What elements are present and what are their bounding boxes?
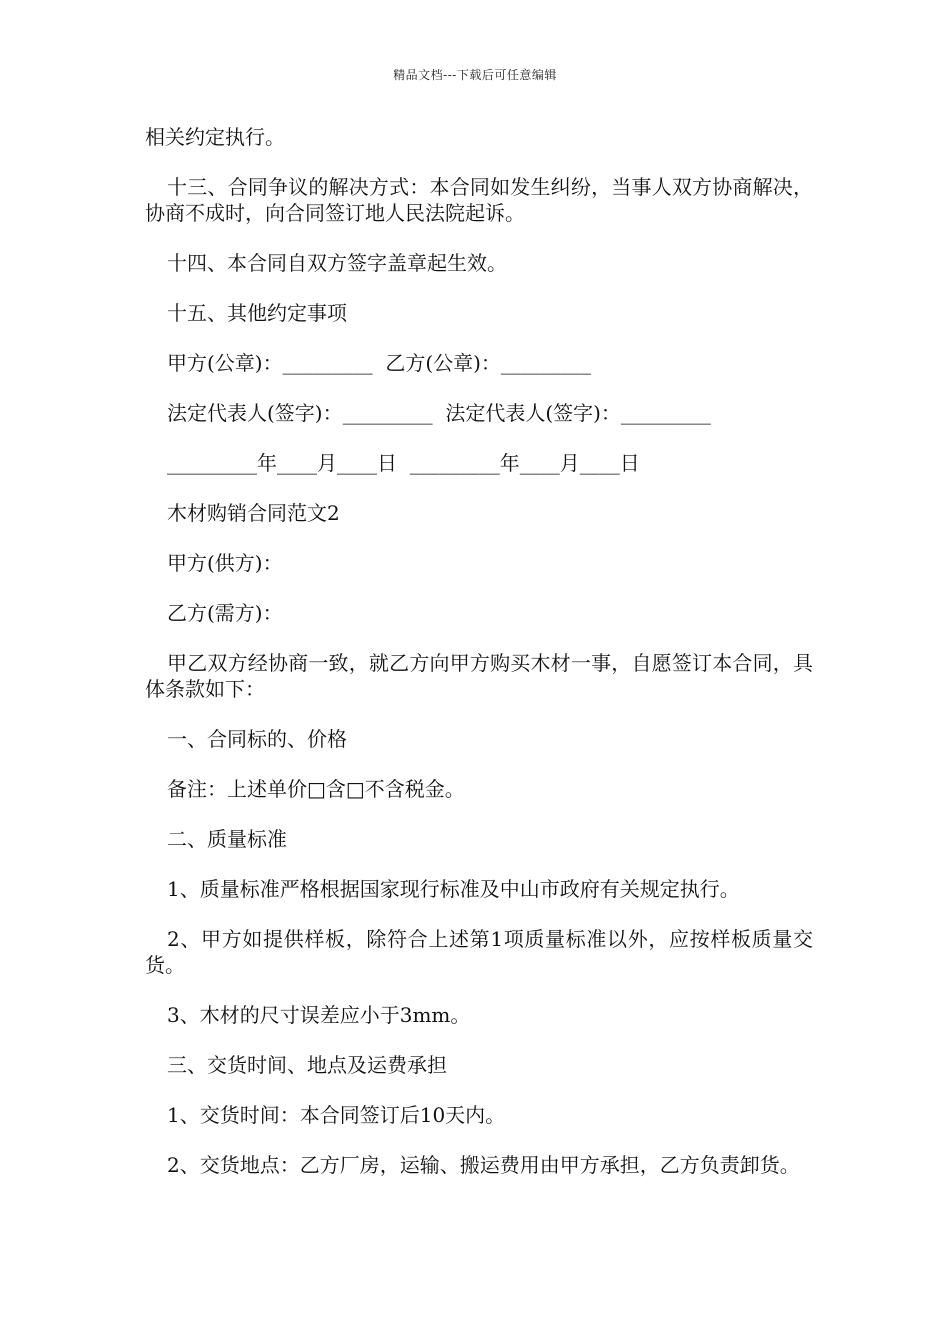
paragraph-continuation: 相关约定执行。 xyxy=(145,125,285,149)
clause-1-heading: 一、合同标的、价格 xyxy=(167,727,347,751)
clause-13-dispute: 十三、合同争议的解决方式：本合同如发生纠纷，当事人双方协商解决，协商不成时，向合同签订地人民法院起诉。 xyxy=(145,175,813,225)
delivery-item-1: 1、交货时间：本合同签订后10天内。 xyxy=(167,1103,506,1127)
price-note: 备注：上述单价□含□不含税金。 xyxy=(167,777,465,801)
section-title: 木材购销合同范文2 xyxy=(167,501,340,525)
signature-date-line: _________年____月____日 _________年____月____日 xyxy=(167,451,640,475)
delivery-item-2: 2、交货地点：乙方厂房，运输、搬运费用由甲方承担，乙方负责卸货。 xyxy=(167,1153,800,1177)
document-body xyxy=(145,124,813,1178)
clause-14-effective: 十四、本合同自双方签字盖章起生效。 xyxy=(167,251,507,275)
contract-intro: 甲乙双方经协商一致，就乙方向甲方购买木材一事，自愿签订本合同，具体条款如下： xyxy=(145,651,813,701)
clause-15-other: 十五、其他约定事项 xyxy=(167,301,347,325)
signature-representative-line: 法定代表人(签字)：_________ 法定代表人(签字)：_________ xyxy=(167,401,711,425)
quality-item-3: 3、木材的尺寸误差应小于3mm。 xyxy=(167,1003,471,1027)
signature-seal-line: 甲方(公章)：_________ 乙方(公章)：_________ xyxy=(167,351,591,375)
party-a: 甲方(供方)： xyxy=(167,551,283,575)
quality-item-1: 1、质量标准严格根据国家现行标准及中山市政府有关规定执行。 xyxy=(167,877,740,901)
party-b: 乙方(需方)： xyxy=(167,601,283,625)
quality-item-2: 2、甲方如提供样板，除符合上述第1项质量标准以外，应按样板质量交货。 xyxy=(145,927,813,977)
clause-2-heading: 二、质量标准 xyxy=(167,827,287,851)
clause-3-heading: 三、交货时间、地点及运费承担 xyxy=(167,1053,447,1077)
page-header: 精品文档---下载后可任意编辑 xyxy=(393,68,557,82)
